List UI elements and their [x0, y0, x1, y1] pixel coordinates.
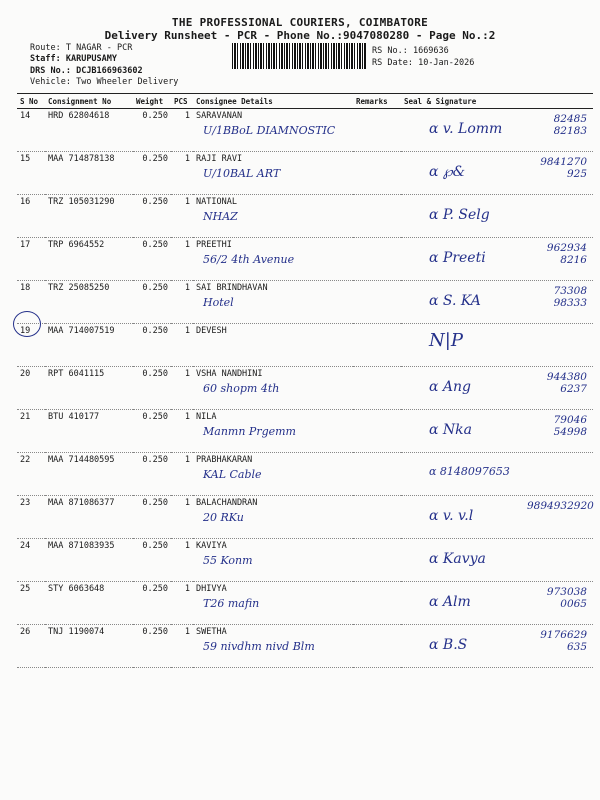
- handwritten-address: U/10BAL ART: [203, 167, 281, 180]
- consignee-name: DHIVYA: [196, 584, 227, 594]
- col-sno: S No: [17, 94, 45, 109]
- weight-value: 0.250: [133, 281, 171, 324]
- table-row: [17, 539, 593, 582]
- seal-signature-cell: [401, 410, 593, 453]
- col-remarks: Remarks: [353, 94, 401, 109]
- pcs-value: 1: [171, 410, 193, 453]
- serial-number: 21: [17, 410, 45, 453]
- col-pcs: PCS: [171, 94, 193, 109]
- consignee-name: SARAVANAN: [196, 111, 243, 121]
- handwritten-signature: α Preeti: [429, 250, 486, 266]
- weight-value: 0.250: [133, 238, 171, 281]
- remarks-cell: [353, 453, 401, 496]
- handwritten-signature: α 8148097653: [429, 465, 510, 478]
- handwritten-signature: α Ang: [429, 379, 471, 395]
- remarks-cell: [353, 539, 401, 582]
- handwritten-phone: 79046 54998: [553, 414, 587, 438]
- consignee-details: [193, 238, 353, 281]
- table-row: [17, 152, 593, 195]
- consignee-details: [193, 367, 353, 410]
- col-seal-signature: Seal & Signature: [401, 94, 593, 109]
- staff-value: KARUPUSAMY: [65, 54, 118, 64]
- handwritten-signature: α v. Lomm: [429, 121, 503, 137]
- table-row: [17, 367, 593, 410]
- remarks-cell: [353, 496, 401, 539]
- consignment-number: HRD 62804618: [45, 109, 133, 152]
- seal-signature-cell: [401, 195, 593, 238]
- seal-signature-cell: [401, 152, 593, 195]
- pcs-value: 1: [171, 152, 193, 195]
- serial-number: 14: [17, 109, 45, 152]
- consignment-number: BTU 410177: [45, 410, 133, 453]
- consignee-name: PRABHAKARAN: [196, 455, 253, 465]
- table-row: [17, 453, 593, 496]
- handwritten-phone: 9894932920: [527, 500, 594, 512]
- consignment-number: MAA 714007519: [45, 324, 133, 367]
- serial-number: 20: [17, 367, 45, 410]
- serial-number: 24: [17, 539, 45, 582]
- serial-number: 23: [17, 496, 45, 539]
- pcs-value: 1: [171, 238, 193, 281]
- consignment-number: MAA 871086377: [45, 496, 133, 539]
- drs-line: DRS No.: DCJB166963602: [30, 66, 143, 76]
- consignment-number: TRZ 105031290: [45, 195, 133, 238]
- serial-number: 25: [17, 582, 45, 625]
- pcs-value: 1: [171, 539, 193, 582]
- consignment-number: RPT 6041115: [45, 367, 133, 410]
- handwritten-phone: 962934 8216: [546, 242, 587, 266]
- remarks-cell: [353, 152, 401, 195]
- remarks-cell: [353, 367, 401, 410]
- seal-signature-cell: [401, 625, 593, 668]
- handwritten-signature: α ℘&: [429, 164, 466, 180]
- table-header: [17, 94, 593, 109]
- staff-line: Staff: KARUPUSAMY: [30, 54, 118, 64]
- handwritten-signature: α S. KA: [429, 293, 481, 309]
- seal-signature-cell: [401, 281, 593, 324]
- table-row: [17, 582, 593, 625]
- handwritten-address: NHAZ: [203, 210, 238, 223]
- consignee-details: [193, 152, 353, 195]
- handwritten-signature: N|P: [429, 330, 463, 351]
- pcs-value: 1: [171, 281, 193, 324]
- weight-value: 0.250: [133, 496, 171, 539]
- handwritten-phone: 73308 98333: [553, 285, 587, 309]
- consignment-number: TNJ 1190074: [45, 625, 133, 668]
- handwritten-address: T26 mafin: [203, 597, 260, 610]
- consignee-name: PREETHI: [196, 240, 232, 250]
- weight-value: 0.250: [133, 453, 171, 496]
- table-row: [17, 238, 593, 281]
- weight-value: 0.250: [133, 324, 171, 367]
- handwritten-signature: α P. Selg: [429, 207, 490, 223]
- consignee-details: [193, 539, 353, 582]
- handwritten-phone: 973038 0065: [546, 586, 587, 610]
- weight-value: 0.250: [133, 582, 171, 625]
- remarks-cell: [353, 281, 401, 324]
- vehicle-line: Vehicle: Two Wheeler Delivery: [30, 77, 179, 87]
- company-title: THE PROFESSIONAL COURIERS, COIMBATORE: [171, 16, 429, 29]
- remarks-cell: [353, 195, 401, 238]
- handwritten-address: 56/2 4th Avenue: [203, 253, 295, 266]
- consignee-details: [193, 582, 353, 625]
- consignment-number: STY 6063648: [45, 582, 133, 625]
- consignee-name: KAVIYA: [196, 541, 227, 551]
- pcs-value: 1: [171, 109, 193, 152]
- handwritten-signature: α Nka: [429, 422, 472, 438]
- consignment-number: MAA 714480595: [45, 453, 133, 496]
- consignment-number: TRZ 25085250: [45, 281, 133, 324]
- pcs-value: 1: [171, 625, 193, 668]
- seal-signature-cell: [401, 496, 593, 539]
- handwritten-address: 55 Konm: [203, 554, 253, 567]
- rs-no-line: RS No.: 1669636: [372, 46, 449, 56]
- remarks-cell: [353, 238, 401, 281]
- consignee-name: DEVESH: [196, 326, 227, 336]
- serial-number: 15: [17, 152, 45, 195]
- handwritten-phone: 82485 82183: [553, 113, 587, 137]
- handwritten-address: 20 RKu: [203, 511, 244, 524]
- serial-number: 18: [17, 281, 45, 324]
- table-row: [17, 496, 593, 539]
- weight-value: 0.250: [133, 625, 171, 668]
- table-row: [17, 625, 593, 668]
- consignee-name: VSHA NANDHINI: [196, 369, 263, 379]
- handwritten-address: KAL Cable: [203, 468, 262, 481]
- pcs-value: 1: [171, 453, 193, 496]
- handwritten-address: U/1BBoL DIAMNOSTIC: [203, 124, 336, 137]
- table-row: [17, 281, 593, 324]
- consignee-details: [193, 195, 353, 238]
- weight-value: 0.250: [133, 539, 171, 582]
- col-consignee: Consignee Details: [193, 94, 353, 109]
- handwritten-address: Hotel: [203, 296, 234, 309]
- consignee-details: [193, 109, 353, 152]
- consignee-name: SWETHA: [196, 627, 227, 637]
- serial-number: 22: [17, 453, 45, 496]
- serial-number: 19: [17, 324, 45, 367]
- col-consignment: Consignment No: [45, 94, 133, 109]
- remarks-cell: [353, 324, 401, 367]
- pcs-value: 1: [171, 496, 193, 539]
- seal-signature-cell: [401, 539, 593, 582]
- handwritten-signature: α Kavya: [429, 551, 486, 567]
- consignee-details: [193, 496, 353, 539]
- handwritten-address: 59 nivdhm nivd Blm: [203, 640, 315, 653]
- seal-signature-cell: [401, 238, 593, 281]
- handwritten-phone: 9176629 635: [540, 629, 587, 653]
- route-value: T NAGAR - PCR: [65, 43, 133, 53]
- remarks-cell: [353, 410, 401, 453]
- serial-number: 17: [17, 238, 45, 281]
- consignment-number: TRP 6964552: [45, 238, 133, 281]
- seal-signature-cell: [401, 109, 593, 152]
- consignee-details: [193, 625, 353, 668]
- weight-value: 0.250: [133, 410, 171, 453]
- handwritten-phone: 9841270 925: [540, 156, 587, 180]
- consignment-number: MAA 871083935: [45, 539, 133, 582]
- pcs-value: 1: [171, 582, 193, 625]
- drs-value: DCJB166963602: [76, 66, 143, 76]
- consignee-name: NATIONAL: [196, 197, 237, 207]
- handwritten-signature: α v. v.l: [429, 508, 474, 524]
- consignee-details: [193, 324, 353, 367]
- consignee-details: [193, 453, 353, 496]
- seal-signature-cell: [401, 324, 593, 367]
- seal-signature-cell: [401, 367, 593, 410]
- rs-date-value: 10-Jan-2026: [418, 58, 475, 68]
- serial-number: 26: [17, 625, 45, 668]
- remarks-cell: [353, 109, 401, 152]
- handwritten-phone: 944380 6237: [546, 371, 587, 395]
- seal-signature-cell: [401, 453, 593, 496]
- seal-signature-cell: [401, 582, 593, 625]
- barcode-image: [232, 43, 366, 69]
- handwritten-address: Manmn Prgemm: [203, 425, 296, 438]
- weight-value: 0.250: [133, 195, 171, 238]
- pcs-value: 1: [171, 367, 193, 410]
- handwritten-signature: α Alm: [429, 594, 471, 610]
- weight-value: 0.250: [133, 109, 171, 152]
- consignment-number: MAA 714878138: [45, 152, 133, 195]
- col-weight: Weight: [133, 94, 171, 109]
- table-row: [17, 195, 593, 238]
- vehicle-value: Two Wheeler Delivery: [76, 77, 179, 87]
- handwritten-address: 60 shopm 4th: [203, 382, 280, 395]
- consignee-name: NILA: [196, 412, 217, 422]
- rs-no-value: 1669636: [412, 46, 449, 56]
- table-row: [17, 410, 593, 453]
- consignee-name: SAI BRINDHAVAN: [196, 283, 268, 293]
- consignee-details: [193, 281, 353, 324]
- pcs-value: 1: [171, 324, 193, 367]
- route-line: Route: T NAGAR - PCR: [30, 43, 133, 53]
- weight-value: 0.250: [133, 152, 171, 195]
- runsheet-table: [17, 93, 593, 668]
- remarks-cell: [353, 582, 401, 625]
- handwritten-signature: α B.S: [429, 637, 468, 653]
- consignee-name: RAJI RAVI: [196, 154, 243, 164]
- remarks-cell: [353, 625, 401, 668]
- consignee-name: BALACHANDRAN: [196, 498, 258, 508]
- consignee-details: [193, 410, 353, 453]
- serial-19-circle-mark: [13, 311, 41, 337]
- table-row: [17, 109, 593, 152]
- runsheet-subtitle: Delivery Runsheet - PCR - Phone No.:9047080280 - Page No.:2: [104, 29, 496, 42]
- rs-date-line: RS Date: 10-Jan-2026: [372, 58, 475, 68]
- table-row: [17, 324, 593, 367]
- serial-number: 16: [17, 195, 45, 238]
- weight-value: 0.250: [133, 367, 171, 410]
- pcs-value: 1: [171, 195, 193, 238]
